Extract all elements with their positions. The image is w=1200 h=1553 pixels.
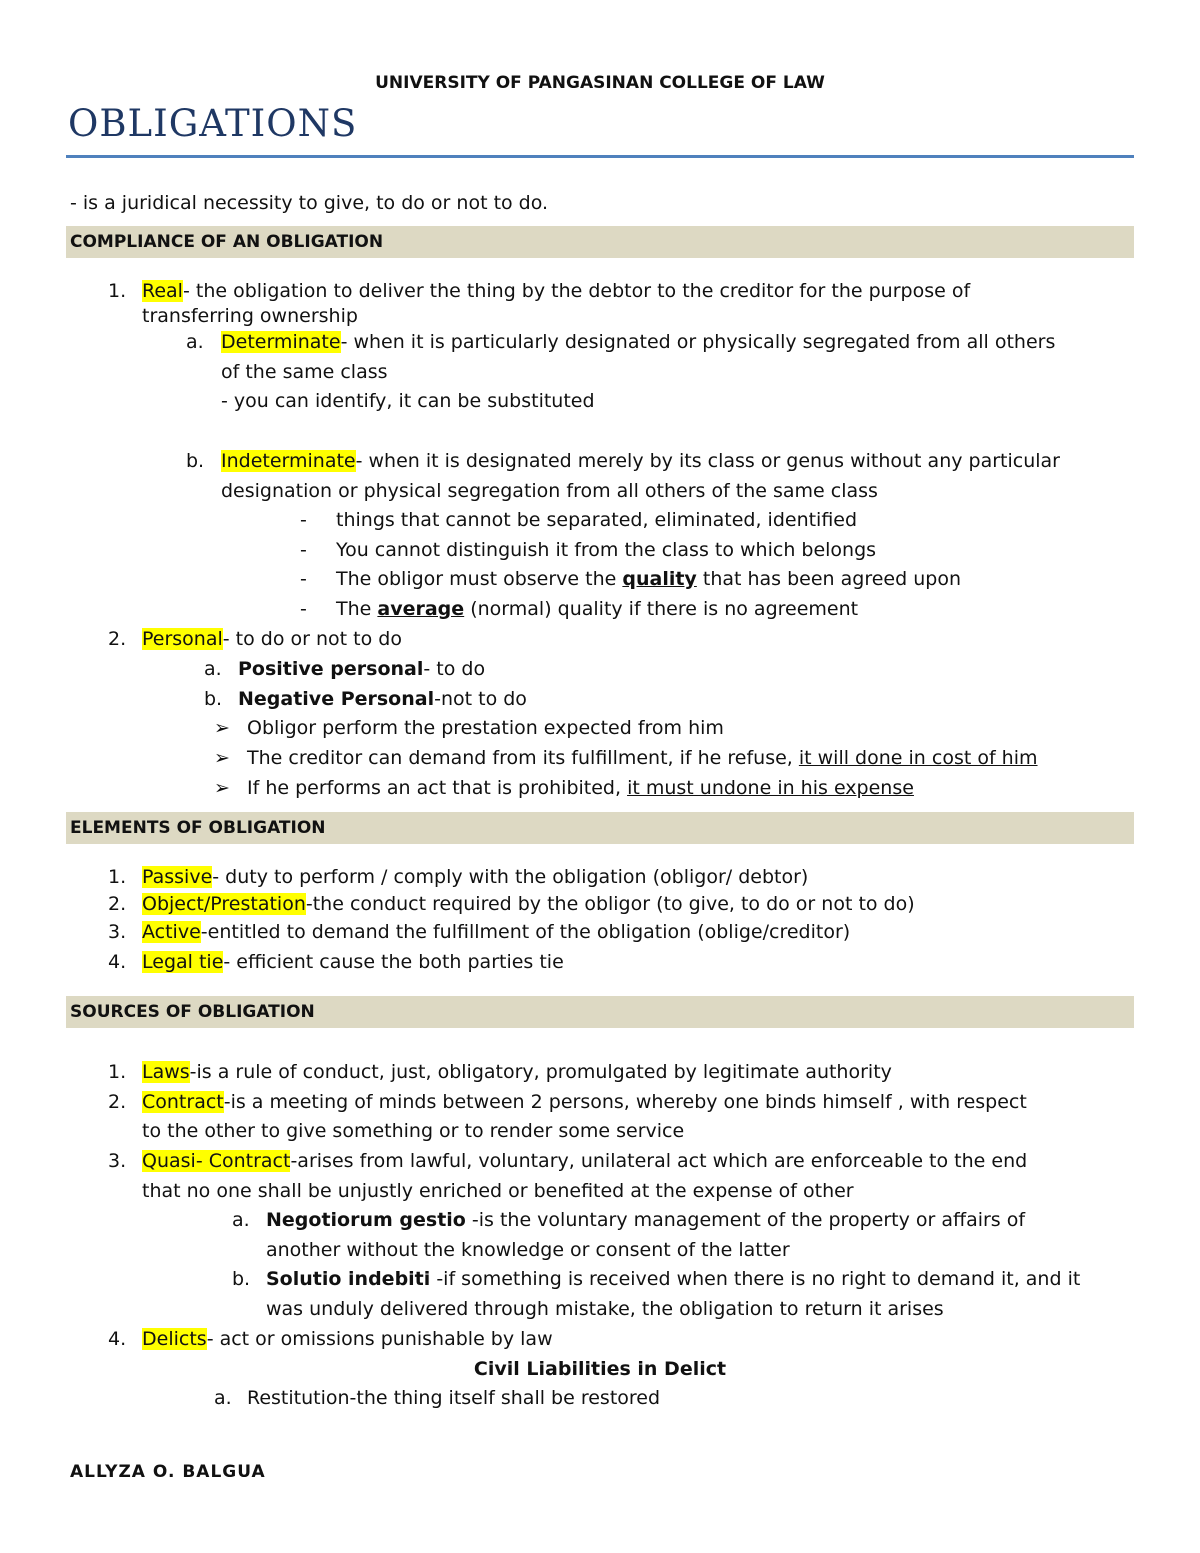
source-definition: -if something is received when there is no right to demand it, and it [430, 1268, 1081, 1290]
list-item-active [142, 920, 850, 944]
arrow-bullet-icon: ➢ [214, 777, 230, 799]
element-definition: - efficient cause the both parties tie [223, 951, 564, 973]
arrow-bullet-icon: ➢ [214, 717, 230, 739]
page-title: OBLIGATIONS [68, 102, 358, 145]
list-letter: a. [204, 658, 222, 680]
point-text: (normal) quality if there is no agreement [464, 598, 859, 620]
negative-definition: -not to do [434, 688, 527, 710]
underlined-text: it must undone in his expense [627, 777, 914, 799]
point-text: The obligor must observe the [336, 568, 623, 590]
list-letter: b. [204, 688, 223, 710]
term-quasi-contract: Quasi- Contract [142, 1150, 291, 1172]
list-number: 2. [108, 1091, 127, 1113]
list-item-real [142, 279, 970, 303]
list-item-determinate [221, 330, 1055, 354]
list-item-quasi-contract [142, 1149, 1027, 1173]
point-text: If he performs an act that is prohibited, [247, 777, 628, 799]
positive-definition: - to do [423, 658, 486, 680]
element-definition: -the conduct required by the obligor (to give, to do or not to do) [305, 893, 915, 915]
civil-liabilities-heading: Civil Liabilities in Delict [473, 1358, 727, 1380]
indeterminate-point: You cannot distinguish it from the class to which belongs [336, 539, 877, 561]
determinate-definition-cont: of the same class [221, 361, 388, 383]
list-letter: a. [232, 1209, 250, 1231]
real-definition-cont: transferring ownership [142, 305, 358, 327]
author-name: ALLYZA O. BALGUA [70, 1462, 266, 1482]
keyword-quality: quality [622, 568, 697, 590]
list-number: 3. [108, 921, 127, 943]
source-definition-cont: that no one shall be unjustly enriched or benefited at the expense of other [142, 1180, 854, 1202]
term-indeterminate: Indeterminate [221, 450, 356, 472]
list-item-object [142, 892, 915, 916]
title-divider [66, 155, 1134, 158]
indeterminate-point: things that cannot be separated, eliminated, identified [336, 509, 858, 531]
indeterminate-definition: - when it is designated merely by its class or genus without any particular [355, 450, 1060, 472]
list-number: 1. [108, 866, 127, 888]
source-definition-cont: to the other to give something or to render some service [142, 1120, 685, 1142]
list-item-delicts [142, 1327, 553, 1351]
list-item-passive [142, 865, 808, 889]
university-header: UNIVERSITY OF PANGASINAN COLLEGE OF LAW [375, 73, 825, 93]
source-definition: -is the voluntary management of the property or affairs of [465, 1209, 1026, 1231]
real-definition: - the obligation to deliver the thing by the debtor to the creditor for the purpose of [182, 280, 971, 302]
list-item-indeterminate [221, 449, 1060, 473]
term-positive: Positive personal [238, 658, 424, 680]
point-text: that has been agreed upon [696, 568, 961, 590]
term-delicts: Delicts [142, 1328, 207, 1350]
source-definition-cont: another without the knowledge or consent of the latter [266, 1239, 790, 1261]
indeterminate-definition-cont: designation or physical segregation from all others of the same class [221, 480, 878, 502]
element-definition: -entitled to demand the fulfillment of the obligation (oblige/creditor) [200, 921, 851, 943]
personal-point [247, 776, 914, 800]
definition-text: - is a juridical necessity to give, to do or not to do. [70, 192, 549, 214]
dash-bullet: - [300, 568, 307, 590]
list-number: 1. [108, 1061, 127, 1083]
list-item-legal-tie [142, 950, 564, 974]
list-item-contract [142, 1090, 1027, 1114]
term-laws: Laws [142, 1061, 190, 1083]
list-number: 1. [108, 280, 127, 302]
term-real: Real [142, 280, 183, 302]
list-number: 2. [108, 893, 127, 915]
list-item-positive [238, 657, 485, 681]
list-letter: b. [232, 1268, 251, 1290]
personal-point: Obligor perform the prestation expected from him [247, 717, 724, 739]
arrow-bullet-icon: ➢ [214, 747, 230, 769]
source-definition: -is a meeting of minds between 2 persons, whereby one binds himself , with respect [223, 1091, 1027, 1113]
list-letter: a. [186, 331, 204, 353]
dash-bullet: - [300, 539, 307, 561]
term-passive: Passive [142, 866, 213, 888]
dash-bullet: - [300, 598, 307, 620]
term-personal: Personal [142, 628, 223, 650]
point-text: The creditor can demand from its fulfillment, if he refuse, [247, 747, 799, 769]
list-number: 4. [108, 1328, 127, 1350]
term-determinate: Determinate [221, 331, 341, 353]
list-item-personal [142, 627, 402, 651]
personal-point [247, 746, 1038, 770]
section-heading-compliance: COMPLIANCE OF AN OBLIGATION [66, 226, 1134, 258]
list-number: 2. [108, 628, 127, 650]
term-active: Active [142, 921, 201, 943]
term-negative: Negative Personal [238, 688, 435, 710]
list-number: 4. [108, 951, 127, 973]
list-item-solutio [266, 1267, 1080, 1291]
dash-bullet: - [300, 509, 307, 531]
list-item-laws [142, 1060, 892, 1084]
determinate-definition: - when it is particularly designated or physically segregated from all others [340, 331, 1056, 353]
source-definition: -is a rule of conduct, just, obligatory, promulgated by legitimate authority [189, 1061, 892, 1083]
personal-definition: - to do or not to do [222, 628, 402, 650]
section-heading-sources: SOURCES OF OBLIGATION [66, 996, 1134, 1028]
term-legal-tie: Legal tie [142, 951, 224, 973]
term-object: Object/Prestation [142, 893, 306, 915]
list-letter: a. [214, 1387, 232, 1409]
indeterminate-point [336, 567, 961, 591]
list-item-negative [238, 687, 527, 711]
section-heading-elements: ELEMENTS OF OBLIGATION [66, 812, 1134, 844]
list-letter: b. [186, 450, 205, 472]
list-item-restitution: Restitution-the thing itself shall be restored [247, 1387, 661, 1409]
indeterminate-point [336, 597, 858, 621]
term-negotiorum-gestio: Negotiorum gestio [266, 1209, 466, 1231]
point-text: The [336, 598, 378, 620]
list-item-negotiorum [266, 1208, 1025, 1232]
term-solutio-indebiti: Solutio indebiti [266, 1268, 431, 1290]
source-definition: -arises from lawful, voluntary, unilateral act which are enforceable to the end [290, 1150, 1028, 1172]
list-number: 3. [108, 1150, 127, 1172]
determinate-note: - you can identify, it can be substituted [221, 390, 595, 412]
keyword-average: average [377, 598, 465, 620]
element-definition: - duty to perform / comply with the obligation (obligor/ debtor) [212, 866, 809, 888]
source-definition-cont: was unduly delivered through mistake, the obligation to return it arises [266, 1298, 944, 1320]
term-contract: Contract [142, 1091, 224, 1113]
underlined-text: it will done in cost of him [798, 747, 1038, 769]
source-definition: - act or omissions punishable by law [206, 1328, 553, 1350]
